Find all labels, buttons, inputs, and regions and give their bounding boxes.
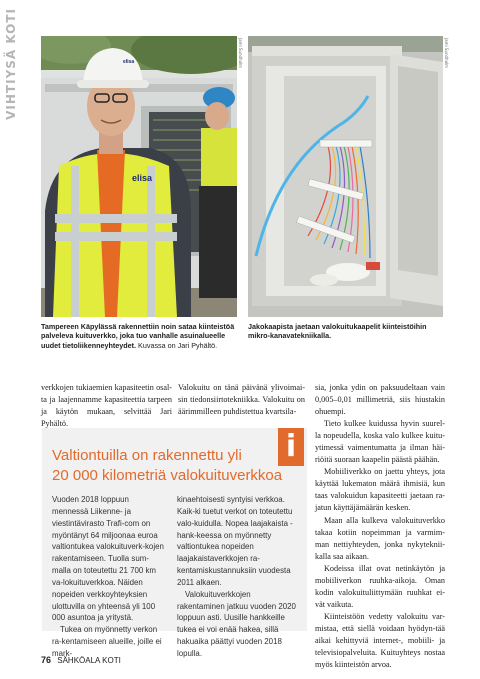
article-paragraph: Kiinteistöön vedetty valokuitu var-mistaa, että siellä voidaan hyödyn-tää aikai kehittyviä internet-, mobiili- ja televisiopalveluita. Kuituyhteys nostaa myös kiinteistön arvoa.	[315, 611, 445, 670]
info-box-column-left	[52, 494, 166, 660]
article-paragraph: Kodeissa illat ovat netinkäytön ja mobiiliverkon ruuhka-aikoja. Oman kodin valokuituliittymään ruuhkat ei-vät vaikuta.	[315, 563, 445, 609]
photo-caption-right: Jakokaapista jaetaan valokuitukaapelit kiinteistöihin mikro-kanavatekniikalla.	[248, 322, 427, 341]
article-paragraph: Maan alla kulkeva valokuituverkko takaa kotiin nopeimman ja varmim-man nettiyhteyden, jonka nykyteknii-kalla saa aikaan.	[315, 515, 445, 561]
info-paragraph: Tukea on myönnetty verkon ra-kentamiseen alueille, joille ei mark-	[52, 625, 162, 658]
article-paragraph: Tieto kulkee kuidussa hyvin suurel-la nopeudella, koska valo kulkee kuitu-ytimessä vaimentumatta ja ilman häi-riöitä suoraan kaapelin päästä päähän.	[315, 419, 445, 465]
info-paragraph: Valokuituverkkojen rakentaminen jatkuu vuoden 2020 loppuun asti. Uusille hankkeille tukea ei voi enää hakea, sillä hakuaika päättyi vuoden 2018 lopulla.	[177, 589, 296, 658]
article-paragraph: verkkojen tukiaemien kapasiteetin osal-ta ja laajennamme kapasiteettia tarpeen ja käytön mukaan, selvittää Jari Pyhältö.	[41, 383, 172, 429]
page-footer	[41, 655, 121, 665]
magazine-name: SÄHKÖALA KOTI	[57, 656, 121, 665]
article-paragraph: sia, jonka ydin on paksuudeltaan vain 0,005–0,01 millimetriä, siis hiustakin ohuempi.	[315, 383, 445, 417]
info-paragraph: Vuoden 2018 loppuun mennessä Liikenne- ja viestintävirasto Trafi-com on myöntänyt 64 miljoonaa euroa valtiontukea valokuituverk-kojen rakentamiseen. Tuolla sum-malla on toteutettu 21 700 km va-lokuituverkkoa. Näiden nopeiden verkkoyhteyksien ulottuvilla on yhteensä yli 100 000 asuntoa ja yritystä.	[52, 495, 164, 623]
info-icon: i	[285, 429, 297, 464]
photo-distribution-cabinet	[248, 36, 443, 317]
photo-credit-right: Jami Sundholm	[444, 38, 449, 69]
article-column-3	[315, 382, 445, 671]
photo-technician	[41, 36, 237, 317]
article-paragraph: Valokuitu on tänä päivänä ylivoimai-sin tiedonsiirtotekniikka. Valokuitu on äärimmilleen puhdistettua kvartsila-	[178, 383, 305, 417]
section-label: VIHTIYSÄ KOTI	[4, 8, 18, 120]
info-paragraph: kinaehtoisesti syntyisi verkkoa. Kaik-ki tuetut verkot on toteutettu valo-kuidulla. Nopea laajakaista -hank-keessa on myönnetty valtiontukea nopeiden laajakaistaverkkojen ra-kentamiskustannuksiin vuodesta 2011 alkaen.	[177, 495, 293, 587]
info-box-column-right	[177, 494, 297, 660]
article-paragraph: Mobiiliverkko on jaettu yhteys, jota käyttää lukematon määrä ihmisiä, kun taas valokuidun kapasiteetti jaetaan ra-jatun käyttäjämäärän kesken.	[315, 467, 445, 513]
photo-caption-left: Tampereen Käpylässä rakennettiin noin sataa kiinteistöä palveleva kuituverkko, joka tuo vanhalle asuinalueelle uudet tietoliikenneyhteydet. Kuvassa on Jari Pyhältö.	[41, 322, 235, 350]
article-column-1	[41, 382, 172, 430]
info-box-headline: Valtiontuilla on rakennettu yli 20 000 kilometriä valokuituverkkoa	[52, 447, 283, 484]
article-column-2	[178, 382, 305, 418]
photo-credit-left: Jami Sundholm	[238, 38, 243, 69]
vest-logo: elisa	[132, 173, 153, 183]
cabinet-illustration	[248, 36, 443, 317]
page-number: 76	[41, 655, 52, 665]
helmet-logo: elisa	[123, 59, 135, 65]
